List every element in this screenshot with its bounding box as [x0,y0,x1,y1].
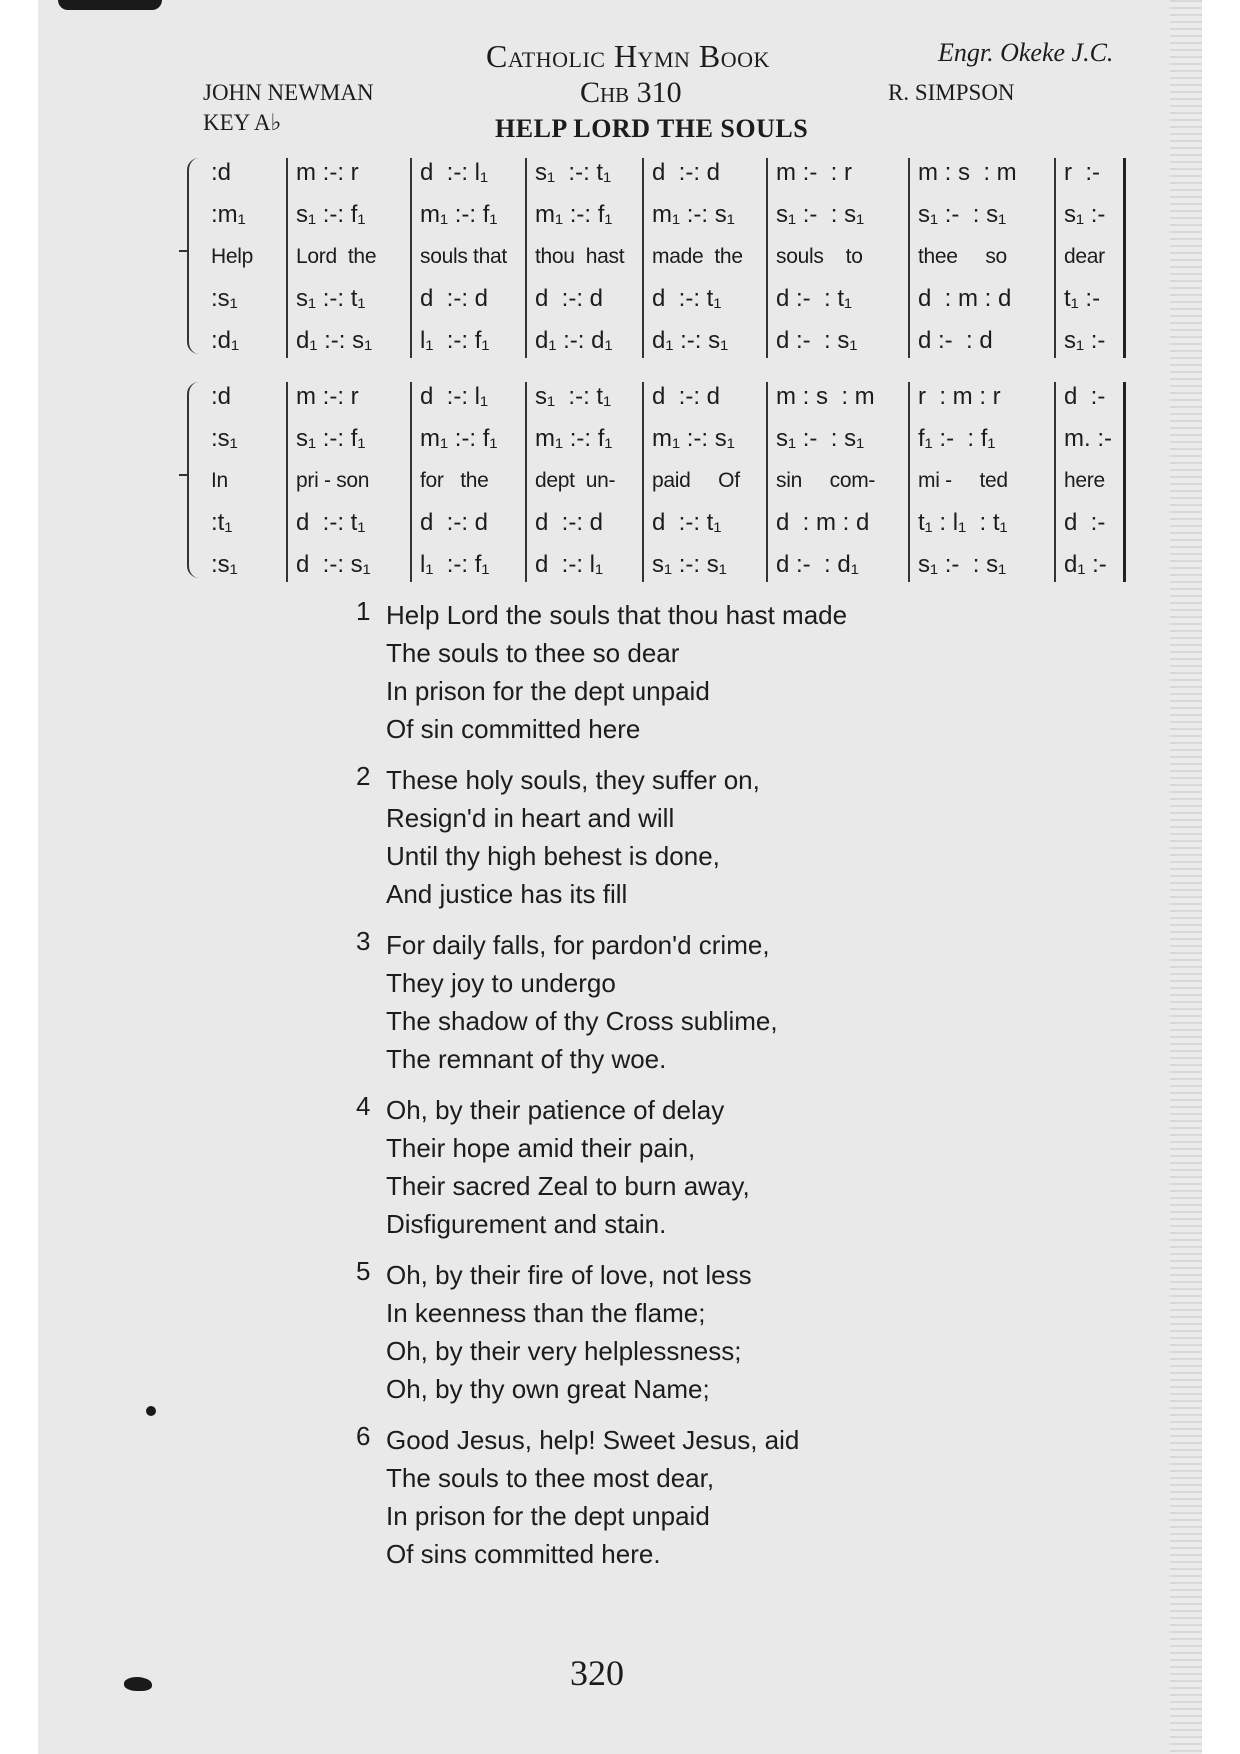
solfa-cell: s₁ :- [1064,327,1106,354]
stanza-2 [356,761,976,913]
stanza-3 [356,926,976,1078]
solfa-cell: d :- [1064,383,1106,410]
verse-line: These holy souls, they suffer on, [386,765,760,795]
ink-dot-left [146,1406,156,1416]
verse-line: Oh, by their fire of love, not less [386,1260,752,1290]
solfa-part-row [205,418,1127,460]
verse-line: The shadow of thy Cross sublime, [386,1006,778,1036]
solfa-cell: l₁ :-: f₁ [420,327,490,354]
solfa-cell: d :-: l₁ [420,159,489,186]
solfa-cell: f₁ :- : f₁ [918,425,996,452]
solfa-cell: s₁ :-: f₁ [296,425,366,452]
bar-line [908,158,910,358]
solfa-cell: d :-: l₁ [420,383,489,410]
solfa-cell: d₁ :- [1064,551,1107,578]
engraver-credit: Engr. Okeke J.C. [938,38,1114,67]
solfa-part-row [205,152,1127,194]
hymn-title: HELP LORD THE SOULS [495,114,809,143]
stanza-6 [356,1421,976,1573]
bar-line [410,158,412,358]
system-brace [187,158,199,354]
solfa-cell: :s₁ [211,285,238,312]
solfa-cell: m. :- [1064,425,1112,452]
solfa-cell: m :-: r [296,159,359,186]
verse-line: The remnant of thy woe. [386,1044,667,1074]
solfa-cell: m₁ :-: f₁ [420,201,498,228]
stanza-5 [356,1256,976,1408]
bar-line [642,158,644,358]
solfa-cell: s₁ :- : s₁ [918,551,1007,578]
verses [356,596,976,1586]
solfa-cell: d :-: d [420,285,489,312]
lyric-syllable: pri - son [296,469,370,492]
solfa-part-row [205,194,1127,236]
solfa-cell: s₁ :-: s₁ [652,551,727,578]
solfa-cell: s₁ :- : s₁ [918,201,1007,228]
verse-line: Oh, by their patience of delay [386,1095,725,1125]
solfa-cell: d :-: d [535,509,604,536]
solfa-cell: s₁ :-: t₁ [296,285,366,312]
solfa-cell: d :- : t₁ [776,285,853,312]
solfa-part-row [205,502,1127,544]
solfa-cell: m₁ :-: f₁ [420,425,498,452]
bar-line [766,382,768,582]
solfa-cell: :d₁ [211,327,240,354]
verse-line: In keenness than the flame; [386,1298,706,1328]
lyric-syllable: dept un- [535,469,616,492]
solfa-cell: d :-: t₁ [296,509,366,536]
stanza-number: 6 [356,1421,371,1451]
stanza-number: 4 [356,1091,371,1121]
stanza-number: 3 [356,926,371,956]
bar-line [525,382,527,582]
solfa-cell: s₁ :-: t₁ [535,383,612,410]
solfa-grid [205,152,1127,362]
lyric-syllable: souls to [776,245,863,268]
solfa-cell: s₁ :- : s₁ [776,425,865,452]
verse-line: In prison for the dept unpaid [386,1501,710,1531]
solfa-cell: r : m : r [918,383,1001,410]
bar-line [908,382,910,582]
lyric-syllable: thee so [918,245,1007,268]
verse-line: Oh, by their very helplessness; [386,1336,742,1366]
solfa-cell: r :- [1064,159,1100,186]
lyric-syllable: Lord the [296,245,377,268]
solfa-cell: l₁ :-: f₁ [420,551,490,578]
composer-name: R. SIMPSON [888,80,1015,105]
lyric-syllable: made the [652,245,743,268]
ink-smudge-bottom-left [124,1677,152,1691]
hymn-number: Chb 310 [580,76,682,109]
lyric-syllable: dear [1064,245,1105,268]
solfa-cell: d :-: d [652,159,721,186]
lyricist-name: JOHN NEWMAN [203,80,374,105]
solfa-cell: m₁ :-: s₁ [652,425,735,452]
bar-line [1054,158,1056,358]
stanza-4 [356,1091,976,1243]
solfa-cell: :s₁ [211,425,238,452]
verse-line: The souls to thee most dear, [386,1463,715,1493]
solfa-cell: d₁ :-: s₁ [296,327,373,354]
solfa-cell: d :- [1064,509,1106,536]
bar-line [525,158,527,358]
solfa-cell: d :-: t₁ [652,509,722,536]
solfa-cell: m :-: r [296,383,359,410]
solfa-cell: d :-: d [535,285,604,312]
solfa-cell: d :- : s₁ [776,327,858,354]
verse-line: Until thy high behest is done, [386,841,720,871]
solfa-cell: s₁ :- [1064,201,1106,228]
solfa-cell: s₁ :- : s₁ [776,201,865,228]
solfa-cell: d : m : d [776,509,870,536]
solfa-cell: :m₁ [211,201,246,228]
verse-line: In prison for the dept unpaid [386,676,710,706]
solfa-cell: m : s : m [918,159,1017,186]
solfa-cell: d :-: d [652,383,721,410]
solfa-cell: t₁ : l₁ : t₁ [918,509,1008,536]
key-signature: KEY A♭ [203,110,282,135]
solfa-cell: d : m : d [918,285,1012,312]
system-brace [187,382,199,578]
solfa-cell: :t₁ [211,509,233,536]
verse-line: Disfigurement and stain. [386,1209,667,1239]
scan-edge-shadow [1170,0,1202,1754]
stanza-number: 2 [356,761,371,791]
bar-line [766,158,768,358]
verse-line: Resign'd in heart and will [386,803,675,833]
solfa-cell: :s₁ [211,551,238,578]
verse-line: Their sacred Zeal to burn away, [386,1171,750,1201]
system-brace-tip [179,474,189,476]
solfa-cell: m₁ :-: f₁ [535,201,613,228]
stanza-number: 1 [356,596,371,626]
solfa-grid [205,376,1127,586]
bar-line [642,382,644,582]
bar-line [286,158,288,358]
solfa-cell: d :- : d [918,327,993,354]
solfa-cell: d :- : d₁ [776,551,859,578]
final-bar-line [1123,382,1126,582]
stanza-1 [356,596,976,748]
solfa-cell: t₁ :- [1064,285,1101,312]
solfa-part-row [205,320,1127,362]
solfa-cell: d :-: l₁ [535,551,604,578]
solfa-cell: m :- : r [776,159,852,186]
verse-line: Oh, by thy own great Name; [386,1374,710,1404]
verse-line: For daily falls, for pardon'd crime, [386,930,770,960]
solfa-part-row [205,376,1127,418]
lyric-syllable: mi - ted [918,469,1008,492]
verse-line: Of sin committed here [386,714,641,744]
solfa-part-row [205,278,1127,320]
final-bar-line [1123,158,1126,358]
solfa-cell: d₁ :-: s₁ [652,327,729,354]
lyric-syllable: Help [211,245,253,268]
verse-line: They joy to undergo [386,968,616,998]
stanza-number: 5 [356,1256,371,1286]
ink-blot-top-left [58,0,162,10]
verse-line: Good Jesus, help! Sweet Jesus, aid [386,1425,800,1455]
verse-line: Help Lord the souls that thou hast made [386,600,848,630]
solfa-part-row [205,544,1127,586]
verse-line: And justice has its fill [386,879,628,909]
lyric-syllable: paid Of [652,469,740,492]
verse-line: The souls to thee so dear [386,638,680,668]
bar-line [410,382,412,582]
lyric-syllable: sin com- [776,469,876,492]
lyric-syllable: In [211,469,228,492]
book-title: Catholic Hymn Book [486,38,770,74]
verse-line: Of sins committed here. [386,1539,661,1569]
system-brace-tip [179,250,189,252]
solfa-cell: s₁ :-: f₁ [296,201,366,228]
bar-line [1054,382,1056,582]
solfa-cell: :d [211,383,232,410]
solfa-cell: :d [211,159,232,186]
lyric-syllable: thou hast [535,245,625,268]
lyric-syllable: souls that [420,245,507,268]
solfa-cell: d :-: s₁ [296,551,371,578]
lyric-syllable: for the [420,469,489,492]
lyric-row [205,460,1127,502]
page-number: 320 [570,1653,624,1693]
solfa-cell: d :-: t₁ [652,285,722,312]
lyric-syllable: here [1064,469,1105,492]
solfa-cell: m₁ :-: s₁ [652,201,735,228]
solfa-cell: d :-: d [420,509,489,536]
solfa-cell: s₁ :-: t₁ [535,159,612,186]
solfa-cell: d₁ :-: d₁ [535,327,613,354]
bar-line [286,382,288,582]
solfa-cell: m₁ :-: f₁ [535,425,613,452]
verse-line: Their hope amid their pain, [386,1133,696,1163]
solfa-cell: m : s : m [776,383,875,410]
lyric-row [205,236,1127,278]
